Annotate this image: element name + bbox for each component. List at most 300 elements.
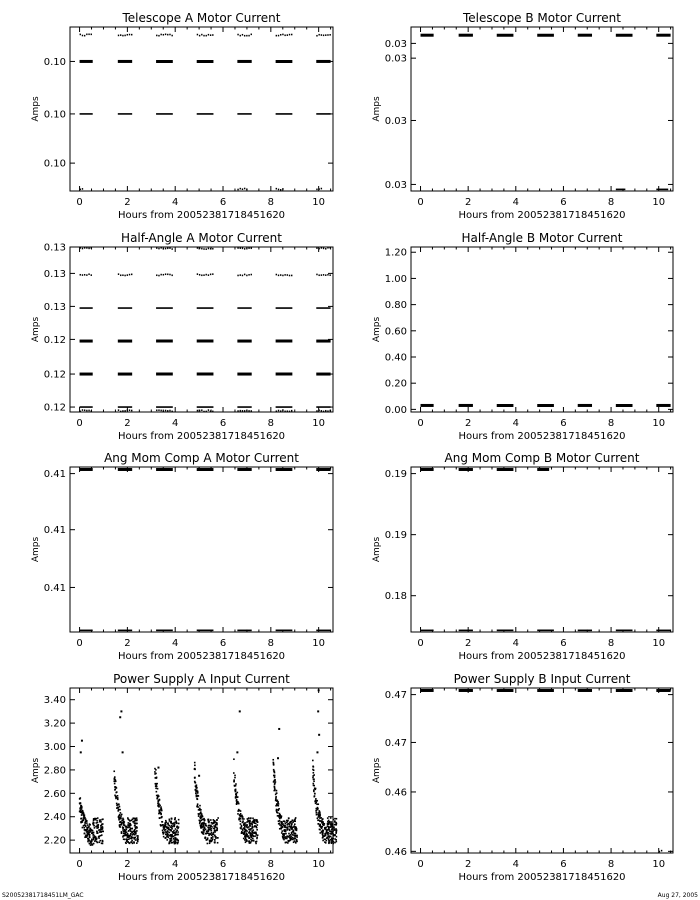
chart-1-point [237,189,238,191]
chart-7-point [119,809,121,811]
chart-7-point [237,813,239,815]
chart-7-point [242,822,244,824]
chart-7-point [335,832,337,834]
chart-7-point [195,792,197,794]
chart-1-xtick-label: 6 [219,197,227,208]
chart-7-point [134,825,136,827]
chart-7-point [95,837,97,839]
chart-7-point [136,823,138,825]
chart-1-point [160,34,161,36]
chart-7-point [164,825,166,827]
chart-7-point [279,820,281,822]
chart-7-point [126,826,128,828]
chart-5-title: Ang Mom Comp A Motor Current [104,451,299,465]
chart-7-point [237,792,239,794]
chart-4-ytick-label: 0.80 [384,300,407,312]
chart-7-point [165,837,167,839]
chart-7-point [252,838,254,840]
chart-3-point [88,248,89,250]
chart-7-point [115,796,117,798]
chart-7-point [204,820,206,822]
chart-3-point [199,410,200,412]
chart-7-point [156,798,158,800]
chart-3-point [248,247,249,249]
chart-7-point [256,834,258,836]
chart-7-point [289,824,291,826]
chart-7-point [281,821,283,823]
chart-7-point [288,826,290,828]
chart-3-point [86,247,87,249]
chart-7-point [251,834,253,836]
chart-3-point [86,274,87,276]
chart-7-point [274,775,276,777]
chart-7-point [296,836,298,838]
chart-7-point [178,826,180,828]
chart-7-point [196,796,198,798]
chart-7-point [96,822,98,824]
chart-7-point [155,787,157,789]
chart-8-xtick-label: 6 [560,859,567,870]
chart-7-point [125,835,127,837]
chart-7-point [331,831,333,833]
chart-1-point [210,34,211,36]
chart-3-point [321,274,322,276]
chart-7-point [198,815,200,817]
chart-7-point [83,812,85,814]
chart-3-point [208,274,209,276]
chart-7-point [96,831,98,833]
chart-1-point [240,188,241,190]
chart-1-point [82,188,83,190]
chart-3-point [129,274,130,276]
chart-7-point [285,842,287,844]
chart-7-point [315,800,317,802]
chart-2-xlabel: Hours from 20052381718451620 [458,210,626,221]
chart-7-point [250,836,252,838]
chart-7-point [236,799,238,801]
chart-4-xtick-label: 0 [417,418,424,429]
chart-3-point [282,275,283,277]
chart-1-xtick-label: 0 [76,197,83,208]
chart-3-point [197,273,198,275]
chart-7-point [211,822,213,824]
chart-3-point [212,273,213,275]
chart-7-point [234,785,236,787]
chart-3-point [318,248,319,250]
chart-7-point [276,811,278,813]
chart-3-point [122,410,123,412]
chart-7-point [334,824,336,826]
chart-7-point [88,830,90,832]
chart-3-point [158,248,159,250]
chart-1-point [282,188,283,190]
chart-7-spike-point [81,740,83,742]
chart-7-point [246,824,248,826]
chart-4-xtick-label: 4 [512,418,519,429]
chart-7-point [313,772,315,774]
chart-7-point [233,758,235,760]
chart-1-point [158,35,159,37]
chart-5-xtick-label: 4 [172,638,179,649]
chart-1-point [197,34,198,36]
chart-7-point [83,814,85,816]
chart-7-point [215,837,217,839]
chart-7-point [91,841,93,843]
chart-7-point [332,826,334,828]
chart-7-point [92,834,94,836]
chart-3-point [199,248,200,250]
chart-7-point [322,837,324,839]
chart-4-ytick-label: 1.00 [384,273,407,285]
chart-5-frame [70,467,333,632]
chart-1-ytick-label: 0.10 [43,56,66,68]
chart-7-point [117,807,119,809]
chart-7-point [177,831,179,833]
chart-7-point [97,817,99,819]
chart-3-point [240,247,241,249]
chart-3-point [80,247,81,249]
chart-7-point [248,837,250,839]
chart-7-point [286,820,288,822]
chart-3-point [91,274,92,276]
chart-7-point [323,824,325,826]
chart-7-point [80,821,82,823]
chart-8-ytick-label: 0.46 [384,846,407,858]
chart-1-point [327,34,328,36]
chart-3-point [321,410,322,412]
chart-7-point [243,838,245,840]
chart-7-point [173,838,175,840]
chart-1-xtick-label: 2 [124,197,131,208]
chart-7-point [94,827,96,829]
chart-7-point [256,829,258,831]
chart-7-point [167,823,169,825]
chart-7-point [206,831,208,833]
chart-8-xtick-label: 2 [464,859,472,870]
chart-7-xtick-label: 8 [267,859,275,870]
chart-7-point [114,795,116,797]
chart-7-point [294,836,296,838]
chart-7-point [85,826,87,828]
chart-7-point [129,837,131,839]
chart-3-point [156,274,157,276]
chart-7-point [319,829,321,831]
chart-7-point [129,835,131,837]
chart-7-point [174,843,176,845]
chart-4-xtick-label: 2 [464,418,472,429]
chart-7-point [244,831,246,833]
chart-7-point [162,824,164,826]
chart-8-point [659,851,660,853]
chart-7-point [316,800,318,802]
chart-7-point [312,777,314,779]
chart-1-point [118,35,119,37]
chart-3-point [167,410,168,412]
chart-4-title: Half-Angle B Motor Current [461,231,623,245]
chart-3-xtick-label: 4 [172,418,179,429]
chart-7-ytick-label: 2.60 [43,788,66,800]
chart-7-point [156,791,158,793]
chart-1-point [86,34,87,36]
chart-7-point [326,837,328,839]
chart-7-point [274,777,276,779]
chart-3-point [276,274,277,276]
chart-7-point [170,829,172,831]
chart-7-point [201,815,203,817]
chart-7-point [126,831,128,833]
chart-3-point [197,410,198,412]
chart-7-point [202,819,204,821]
chart-7-point [330,817,332,819]
chart-3-point [284,411,285,413]
chart-7-point [170,841,172,843]
chart-7-point [89,834,91,836]
chart-7-point [128,838,130,840]
chart-3-point [278,410,279,412]
chart-3-point [276,410,277,412]
chart-7-spike-point [157,767,159,769]
chart-5-xtick-label: 8 [267,638,275,649]
chart-7-point [332,819,334,821]
chart-7-point [115,792,117,794]
chart-7-point [252,829,254,831]
chart-3-point [80,274,81,276]
chart-7-point [331,829,333,831]
chart-7-point [167,830,169,832]
chart-7-point [127,817,129,819]
chart-1-point [171,35,172,37]
chart-3-point [240,274,241,276]
chart-7-spike-point [119,716,121,718]
chart-7-ylabel: Amps [31,757,41,784]
chart-7-point [194,777,196,779]
chart-7-point [243,824,245,826]
chart-7-point [254,835,256,837]
chart-7-point [277,805,279,807]
chart-3-point [237,247,238,249]
chart-7-point [242,828,244,830]
chart-7-point [331,826,333,828]
chart-7-point [294,819,296,821]
chart-7-point [319,817,321,819]
chart-1-point [318,188,319,190]
chart-7-point [117,810,119,812]
chart-7-point [200,811,202,813]
chart-7-point [283,820,285,822]
chart-7-point [319,825,321,827]
chart-5-ytick-label: 0.41 [43,469,66,481]
chart-7-spike-point [278,728,280,730]
chart-7-point [124,829,126,831]
chart-7-point [329,821,331,823]
chart-7-spike-point [122,751,124,753]
chart-1-point [80,189,81,191]
chart-7-point [235,797,237,799]
chart-7-point [177,840,179,842]
chart-7-point [116,804,118,806]
chart-7-ytick-label: 2.80 [43,765,66,777]
chart-4-xtick-label: 8 [607,418,615,429]
chart-2-xtick-label: 0 [417,197,424,208]
chart-7-point [284,829,286,831]
chart-1-point [276,35,277,37]
chart-7-point [214,828,216,830]
chart-7-point [327,833,329,835]
chart-7-point [128,824,130,826]
chart-7-point [233,780,235,782]
chart-3-point [210,248,211,250]
chart-3-point [201,248,202,250]
chart-7-point [131,828,133,830]
chart-7-point [102,843,104,845]
chart-7-point [316,803,318,805]
chart-7-point [203,818,205,820]
chart-7-ytick-label: 3.00 [43,742,66,754]
chart-7-point [120,812,122,814]
chart-7-point [252,817,254,819]
chart-7-point [211,839,213,841]
chart-1-point [127,34,128,36]
chart-6-xlabel: Hours from 20052381718451620 [458,651,626,662]
chart-7-point [132,834,134,836]
chart-7-point [114,783,116,785]
chart-7-point [102,819,104,821]
chart-7-point [236,796,238,798]
chart-7-point [273,780,275,782]
chart-7-point [197,803,199,805]
chart-3-point [242,275,243,277]
chart-7-point [119,824,121,826]
chart-7-point [288,817,290,819]
chart-3-point [131,410,132,412]
chart-7-point [89,843,91,845]
chart-7-point [234,775,236,777]
chart-7-point [278,808,280,810]
chart-7-point [99,831,101,833]
chart-7-point [214,839,216,841]
chart-7-point [289,829,291,831]
chart-3-point [318,274,319,276]
chart-7-point [325,839,327,841]
chart-7-point [203,831,205,833]
chart-7-point [250,817,252,819]
chart-1-point [91,34,92,36]
chart-7-point [123,838,125,840]
chart-1-point [316,189,317,191]
chart-1-point [280,34,281,36]
chart-3-ytick-label: 0.13 [43,268,66,280]
chart-1-point [278,35,279,37]
chart-7-point [329,830,331,832]
chart-7-point [114,776,116,778]
chart-7-point [289,840,291,842]
chart-3-title: Half-Angle A Motor Current [121,231,282,245]
chart-7-point [241,832,243,834]
chart-7-point [315,810,317,812]
chart-7-point [277,815,279,817]
chart-3-point [86,410,87,412]
chart-8-frame [411,688,673,853]
chart-7-point [247,821,249,823]
chart-7-point [251,823,253,825]
chart-8-xtick-label: 0 [417,859,424,870]
chart-7-point [157,788,159,790]
chart-7-point [244,827,246,829]
chart-8-ytick-label: 0.47 [384,690,407,702]
chart-7-point [293,834,295,836]
chart-7-point [83,827,85,829]
chart-3-point [127,409,128,411]
chart-7-point [247,827,249,829]
chart-1-point [251,34,252,36]
chart-7-spike-point [316,751,318,753]
chart-7-point [158,800,160,802]
chart-3-point [203,411,204,413]
chart-7-point [245,838,247,840]
chart-7-point [87,838,89,840]
chart-7-point [123,821,125,823]
chart-7-point [134,834,136,836]
chart-3-point [318,409,319,411]
chart-1-xtick-label: 10 [312,197,326,208]
chart-3-point [206,274,207,276]
chart-4-ylabel: Amps [372,316,382,343]
chart-1-point [282,34,283,36]
chart-7-point [123,819,125,821]
chart-7-point [217,817,219,819]
chart-3-point [289,411,290,413]
chart-7-point [175,841,177,843]
chart-7-point [286,824,288,826]
chart-6-ytick-label: 0.18 [384,591,407,603]
chart-7-point [328,842,330,844]
chart-3-point [169,247,170,249]
chart-7-point [90,830,92,832]
chart-7-point [208,825,210,827]
chart-1-point [329,34,330,36]
chart-7-point [132,819,134,821]
chart-7-point [255,843,257,845]
chart-7-point [160,806,162,808]
chart-7-point [285,833,287,835]
chart-6-xtick-label: 8 [607,638,615,649]
chart-7-point [278,803,280,805]
chart-7-point [318,823,320,825]
chart-7-point [248,832,250,834]
chart-7-point [88,827,90,829]
chart-7-spike-point [239,710,241,712]
chart-7-point [155,783,157,785]
chart-7-point [292,834,294,836]
chart-7-point [166,839,168,841]
chart-7-point [154,768,156,770]
chart-7-point [235,790,237,792]
chart-7-point [209,827,211,829]
chart-7-point [249,820,251,822]
chart-1-point [242,34,243,36]
chart-3-point [329,247,330,249]
chart-7-point [273,764,275,766]
chart-7-point [275,790,277,792]
chart-7-point [175,828,177,830]
chart-1-point [169,34,170,36]
chart-7-point [90,829,92,831]
chart-3-point [160,247,161,249]
chart-3-frame [70,247,333,412]
chart-7-spike-point [80,751,82,753]
chart-8-xtick-label: 4 [512,859,519,870]
chart-7-point [213,819,215,821]
